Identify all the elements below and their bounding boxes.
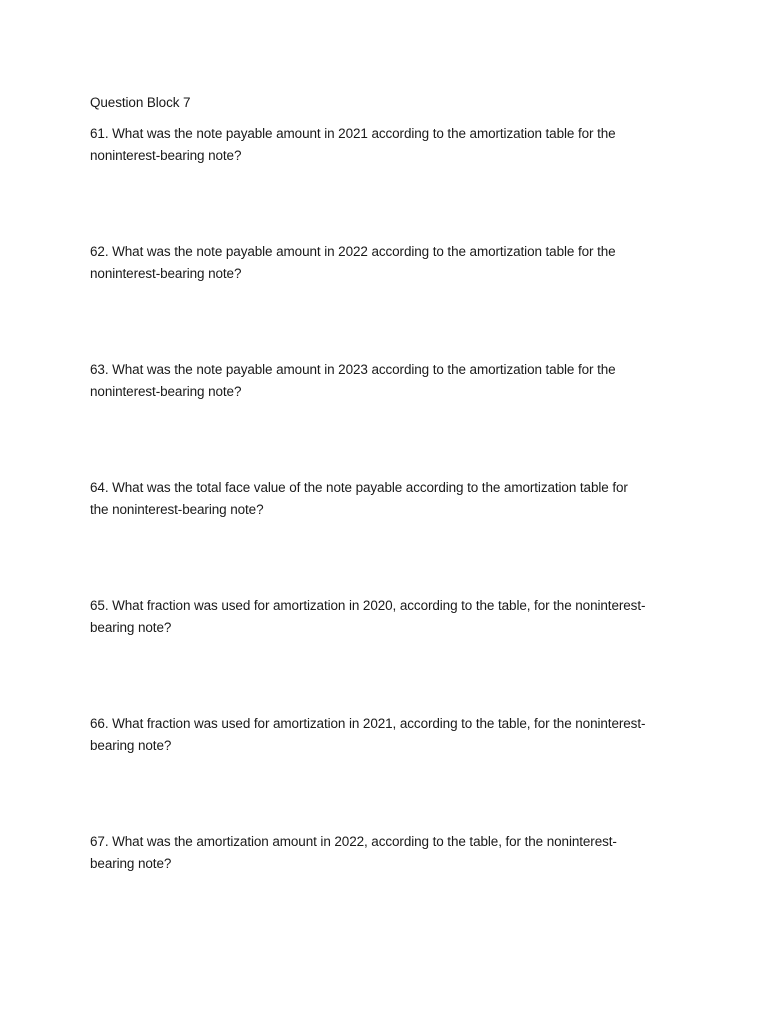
question-62-line-1: 62. What was the note payable amount in 2022 according to the amortization table for the [90,244,616,259]
question-block-title: Question Block 7 [90,95,191,110]
question-62-line-2: noninterest-bearing note? [90,266,242,281]
question-66 [90,713,690,757]
question-61-line-1: 61. What was the note payable amount in 2021 according to the amortization table for the [90,126,616,141]
question-61-line-2: noninterest-bearing note? [90,148,242,163]
question-65-line-2: bearing note? [90,620,172,635]
question-62 [90,241,690,285]
question-64-line-2: the noninterest-bearing note? [90,502,264,517]
question-67-line-1: 67. What was the amortization amount in 2022, according to the table, for the noninterest- [90,834,617,849]
question-63-line-1: 63. What was the note payable amount in 2023 according to the amortization table for the [90,362,616,377]
question-64-line-1: 64. What was the total face value of the note payable according to the amortization table for [90,480,628,495]
question-66-line-1: 66. What fraction was used for amortization in 2021, according to the table, for the noninterest- [90,716,646,731]
question-61 [90,123,690,167]
question-64 [90,477,690,521]
question-63-line-2: noninterest-bearing note? [90,384,242,399]
question-63 [90,359,690,403]
question-67 [90,831,690,875]
question-65-line-1: 65. What fraction was used for amortization in 2020, according to the table, for the noninterest- [90,598,646,613]
question-67-line-2: bearing note? [90,856,172,871]
question-65 [90,595,690,639]
question-66-line-2: bearing note? [90,738,172,753]
